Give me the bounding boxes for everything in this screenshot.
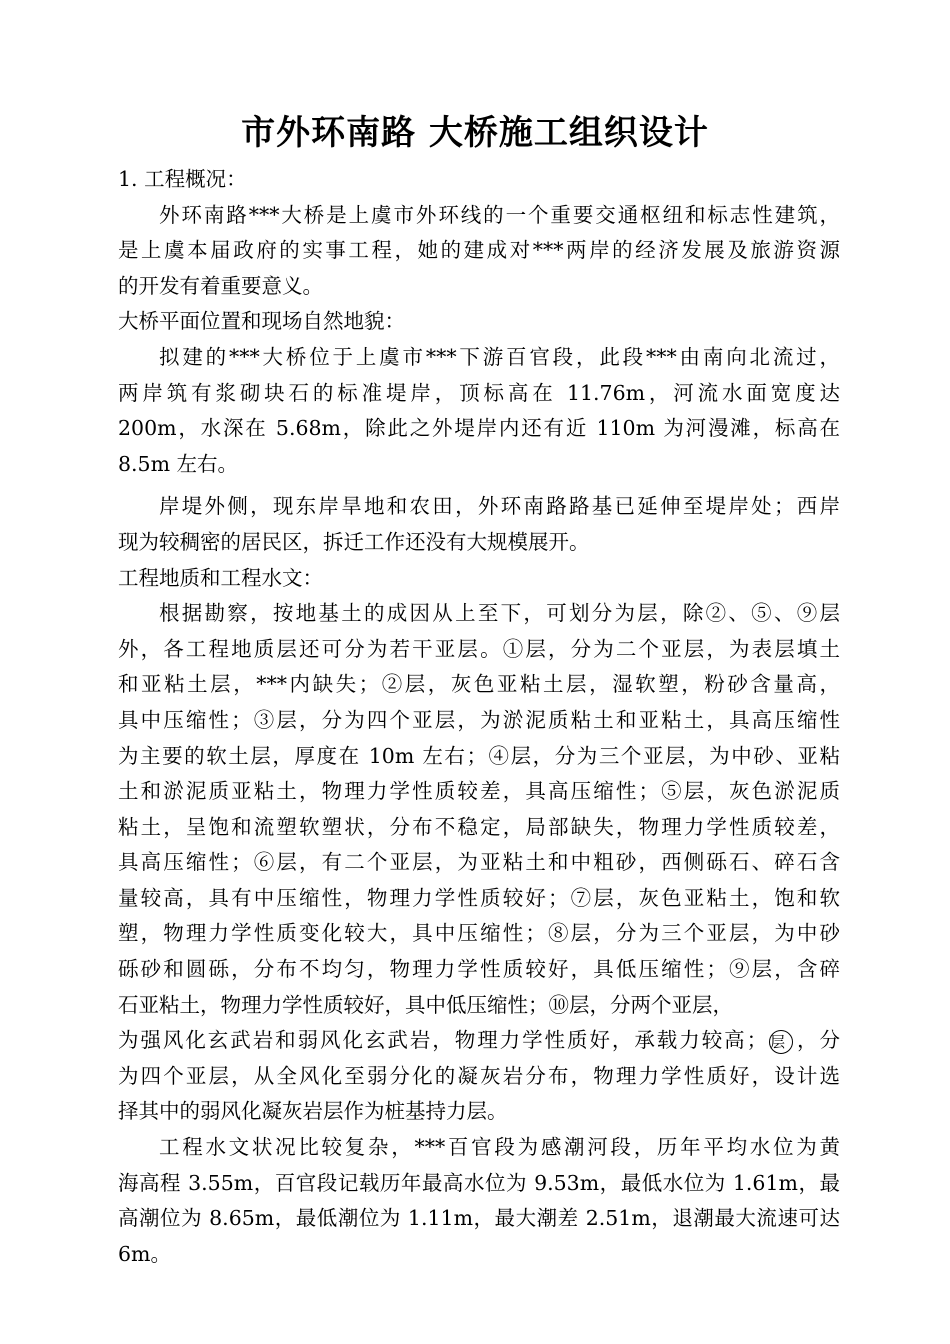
text-line: 砾砂和圆砾，分布不均匀，物理力学性质较好，具低压缩性；⑨层，含碎: [118, 957, 840, 982]
text-line: 工程地质和工程水文：: [118, 565, 323, 590]
text-line: 的开发有着重要意义。: [118, 273, 323, 298]
text-line: 6m。: [118, 1241, 171, 1266]
text-line: 外，各工程地质层还可分为若干亚层。①层，分为二个亚层，为表层填土: [118, 636, 840, 661]
text-line: 1. 工程概况：: [118, 167, 247, 191]
text-line: 具中压缩性；③层，分为四个亚层，为淤泥质粘土和亚粘土，具高压缩性: [118, 707, 840, 732]
text-line: 粘土，呈饱和流塑软塑状，分布不稳定，局部缺失，物理力学性质较差，: [118, 814, 840, 839]
paragraph-block-lower: [118, 1059, 840, 1273]
text-line: 200m，水深在 5.68m，除此之外堤岸内还有近 110m 为河漫滩，标高在: [118, 416, 840, 441]
paragraph-block-upper: [118, 162, 840, 1023]
text-line: 具高压缩性；⑥层，有二个亚层，为亚粘土和中粗砂，西侧砾石、碎石含: [118, 850, 840, 875]
text-line: 是上虞本届政府的实事工程，她的建成对***两岸的经济发展及旅游资源: [118, 238, 840, 263]
text-line: 工程水文状况比较复杂，***百官段为感潮河段，历年平均水位为黄: [159, 1135, 840, 1160]
paragraph-gap: [118, 482, 840, 489]
text-line: 和亚粘土层，***内缺失；②层，灰色亚粘土层，湿软塑，粉砂含量高，: [118, 672, 840, 697]
text-line: 塑，物理力学性质变化较大，具中压缩性；⑧层，分为三个亚层，为中砂: [118, 921, 840, 946]
text-line: 根据勘察，按地基土的成因从上至下，可划分为层，除②、⑤、⑨层: [159, 601, 840, 626]
text-line: 拟建的***大桥位于上虞市***下游百官段，此段***由南向北流过，: [159, 344, 840, 369]
text-line: 量较高，具有中压缩性，物理力学性质较好；⑦层，灰色亚粘土，饱和软: [118, 885, 840, 910]
text-line: 8.5m 左右。: [118, 451, 239, 476]
text-line: 高潮位为 8.65m，最低潮位为 1.11m，最大潮差 2.51m，退潮最大流速可达: [118, 1206, 840, 1231]
text-line: 海高程 3.55m，百官段记载历年最高水位为 9.53m，最低水位为 1.61m，最: [118, 1170, 840, 1195]
document-body: [118, 162, 840, 1272]
special-line-after: ，分: [795, 1028, 840, 1053]
text-line: 为主要的软土层，厚度在 10m 左右；④层，分为三个亚层，为中砂、亚粘: [118, 743, 840, 768]
text-line: 为四个亚层，从全风化至弱分化的凝灰岩分布，物理力学性质好，设计选: [118, 1063, 840, 1088]
text-line: 现为较稠密的居民区，拆迁工作还没有大规模展开。: [118, 529, 590, 554]
text-line: 土和淤泥质亚粘土，物理力学性质较差，具高压缩性；⑤层，灰色淤泥质: [118, 779, 840, 804]
special-line: [118, 1023, 840, 1059]
text-line: 岸堤外侧，现东岸旱地和农田，外环南路路基已延伸至堤岸处；西岸: [159, 494, 840, 519]
special-line-before: 为强风化玄武岩和弱风化玄武岩，物理力学性质好，承载力较高；: [118, 1028, 768, 1053]
text-line: 择其中的弱风化凝灰岩层作为桩基持力层。: [118, 1099, 508, 1124]
text-line: 大桥平面位置和现场自然地貌：: [118, 309, 405, 334]
text-line: 外环南路***大桥是上虞市外环线的一个重要交通枢纽和标志性建筑，: [159, 202, 840, 227]
circled-layer-mark: 层: [769, 1030, 793, 1054]
document-title: 市外环南路 大桥施工组织设计: [241, 113, 709, 153]
text-line: 两岸筑有浆砌块石的标准堤岸，顶标高在 11.76m，河流水面宽度达: [118, 380, 840, 405]
text-line: 石亚粘土，物理力学性质较好，具中低压缩性；⑩层，分两个亚层，: [118, 992, 733, 1017]
